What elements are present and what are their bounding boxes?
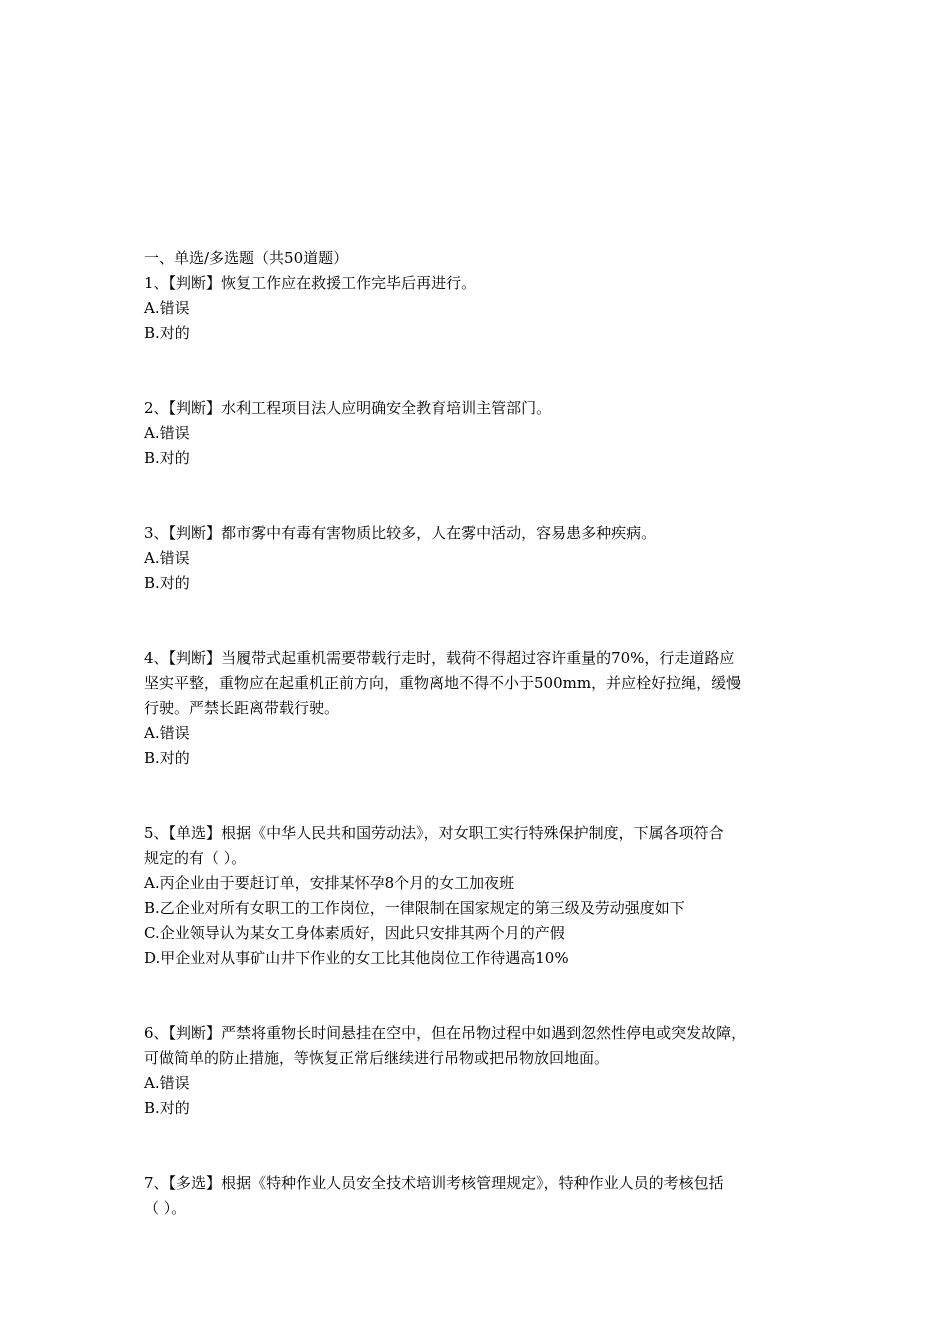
question-type: 【判断】: [168, 1024, 222, 1042]
question-3: [144, 521, 820, 596]
question-stem: [144, 271, 820, 296]
question-number: 7、: [144, 1174, 169, 1192]
question-4: [144, 646, 820, 771]
question-number: 2、: [144, 399, 169, 417]
question-text-continued: 规定的有（ ）。: [144, 849, 247, 867]
question-2: [144, 396, 820, 471]
option-b: B.对的: [144, 324, 190, 342]
question-type: 【多选】: [168, 1174, 222, 1192]
question-number: 5、: [144, 824, 169, 842]
question-text: 都市雾中有毒有害物质比较多，人在雾中活动，容易患多种疾病。: [221, 524, 657, 542]
question-type: 【单选】: [168, 824, 222, 842]
question-stem: [144, 396, 820, 421]
option-c: C.企业领导认为某女工身体素质好，因此只安排其两个月的产假: [144, 924, 565, 942]
question-type: 【判断】: [168, 649, 222, 667]
option-b: B.对的: [144, 574, 190, 592]
question-stem: [144, 646, 820, 671]
question-6: [144, 1021, 820, 1121]
question-7: [144, 1171, 820, 1221]
option-a: A.错误: [144, 424, 190, 442]
section-title: 一、单选/多选题（共50道题）: [144, 249, 349, 267]
question-text: 根据《特种作业人员安全技术培训考核管理规定》，特种作业人员的考核包括: [221, 1174, 724, 1192]
question-text: 严禁将重物长时间悬挂在空中，但在吊物过程中如遇到忽然性停电或突发故障，: [221, 1024, 747, 1042]
question-text-continued: 可做简单的防止措施，等恢复正常后继续进行吊物或把吊物放回地面。: [144, 1049, 610, 1067]
spacer: [144, 971, 820, 1021]
option-a: A.错误: [144, 1074, 190, 1092]
question-1: [144, 271, 820, 346]
question-type: 【判断】: [168, 274, 222, 292]
option-b: B.对的: [144, 749, 190, 767]
option-b: B.乙企业对所有女职工的工作岗位，一律限制在国家规定的第三级及劳动强度如下: [144, 899, 685, 917]
option-a: A.错误: [144, 299, 190, 317]
option-a: A.错误: [144, 724, 190, 742]
spacer: [144, 1121, 820, 1171]
spacer: [144, 596, 820, 646]
option-b: B.对的: [144, 449, 190, 467]
question-stem: [144, 1171, 820, 1196]
question-type: 【判断】: [168, 399, 222, 417]
question-number: 4、: [144, 649, 169, 667]
spacer: [144, 346, 820, 396]
spacer: [144, 471, 820, 521]
question-number: 1、: [144, 274, 169, 292]
question-text: 恢复工作应在救援工作完毕后再进行。: [221, 274, 477, 292]
document-page: [144, 246, 820, 1221]
question-stem: [144, 521, 820, 546]
question-stem: [144, 821, 820, 846]
question-text: 水利工程项目法人应明确安全教育培训主管部门。: [221, 399, 552, 417]
question-text-continued: （ ）。: [144, 1199, 187, 1217]
question-number: 6、: [144, 1024, 169, 1042]
question-text: 当履带式起重机需要带载行走时，载荷不得超过容许重量的70%，行走道路应: [221, 649, 735, 667]
option-a: A.丙企业由于要赶订单，安排某怀孕8个月的女工加夜班: [144, 874, 515, 892]
question-5: [144, 821, 820, 971]
question-text-continued: 坚实平整，重物应在起重机正前方向，重物离地不得不小于500mm，并应栓好拉绳，缓慢: [144, 674, 742, 692]
option-a: A.错误: [144, 549, 190, 567]
option-b: B.对的: [144, 1099, 190, 1117]
question-type: 【判断】: [168, 524, 222, 542]
question-text: 根据《中华人民共和国劳动法》，对女职工实行特殊保护制度，下属各项符合: [221, 824, 724, 842]
option-d: D.甲企业对从事矿山井下作业的女工比其他岗位工作待遇高10%: [144, 949, 569, 967]
spacer: [144, 771, 820, 821]
question-number: 3、: [144, 524, 169, 542]
question-text-continued: 行驶。严禁长距离带载行驶。: [144, 699, 340, 717]
question-stem: [144, 1021, 820, 1046]
